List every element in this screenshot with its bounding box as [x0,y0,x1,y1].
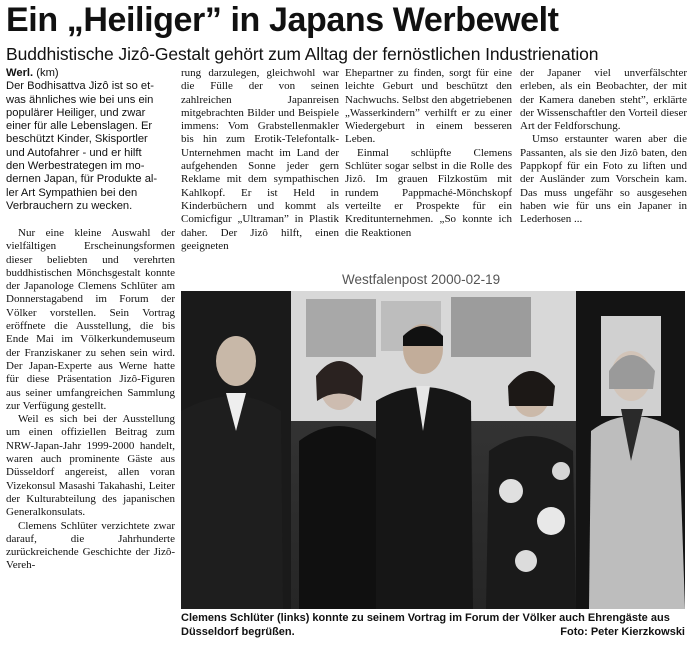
photo-credit: Foto: Peter Kierzkowski [560,625,685,638]
paragraph: Ehepartner zu finden, sorgt für eine leichte Geburt und beschützt den Nachwuchs. Selbst den abgetriebenen „Wasserkindern” verhilft er zu einer Wiedergeburt in einem besseren Leben. [345,67,512,146]
paragraph: Nur eine kleine Auswahl der vielfältigen Erscheinungsformen dieser beliebten und verehrten buddhistischen Mönchsgestalt konnte der Japanologe Clemens Schlüter am Donnerstagabend im Forum der Völker vorstellen. Sein Vortrag eröffnete die Ausstellung, die bis Ende Mai im Völkerkundemuseum der Franziskaner zu sehen sein wird. Der Japan-Experte aus Werne hatte für diese Präsentation Jizô-Figuren aus seiner umfangreichen Sammlung zur Verfügung gestellt. [6,227,175,412]
column-2 [181,67,339,269]
caption-text: Clemens Schlüter (links) konnte zu seinem Vortrag im Forum der Völker auch Ehrengäste aus Düsseldorf begrüßen. [181,612,670,638]
photo-caption [181,612,685,639]
lead-line: den Werbestrategen im mo- [6,160,145,173]
lead-line: einer für alle Lebenslagen. Er [6,120,153,133]
lead-line: und Autofahrer - und er hilft [6,146,142,159]
column-4 [520,67,687,269]
paragraph: der Japaner viel unverfälschter erleben, als ein Beobachter, der mit der Kamera daneben steht”, erklärte der Wissenschaftler den Vorteil dieser Art der Feldforschung. [520,67,687,133]
subheadline: Buddhistische Jizô-Gestalt gehört zum Alltag der fernöstlichen Industrienation [6,44,599,64]
lead-line: populärer Heiliger, und zwar [6,106,146,119]
lead-line: beschützt Kinder, Skisportler [6,133,148,146]
dateline: Werl. [6,67,34,79]
column-3 [345,67,512,269]
source-stamp: Westfalenpost 2000-02-19 [342,272,501,287]
paragraph: Einmal schlüpfte Clemens Schlüter sogar selbst in die Rolle des Jizô. Im grauen Filzkostüm mit rundem Pappmaché-Mönchskopf verteilte er Prospekte für ein Kreditunternehmen. „So konnte ich die Reaktionen [345,146,512,239]
lead-paragraph [6,67,176,219]
column-1 [6,227,175,642]
lead-line: ler Art Sympathien bei den [6,186,138,199]
lead-line: dernen Japan, für Produkte al- [6,173,158,186]
news-photo [181,291,685,609]
lead-line: Der Bodhisattva Jizô ist so et- [6,80,154,93]
lead-line: was ähnliches wie bei uns ein [6,93,154,106]
paragraph: Clemens Schlüter verzichtete zwar darauf, die Jahrhunderte zurückreichende Geschichte der Jizô-Vereh- [6,519,175,572]
lead-line: Verbrauchern zu wecken. [6,199,133,212]
paragraph: Umso erstaunter waren aber die Passanten, als sie den Jizô baten, den Pappkopf für ein Foto zu liften und der Ausländer zum Vorschein kam. Das muss ungefähr so ausgesehen haben wie für uns ein Japaner in Lederhosen ... [520,133,687,226]
paragraph: rung darzulegen, gleichwohl war die Fülle der von seinen zahlreichen Japanreisen mitgebrachten Bilder und Beispiele immens: Vom Grabstellenmakler bis hin zum Erotik-Telefontalk-Unternehmen macht im Land der aufgehenden Sonne jeder gern Reklame mit dem sympathischen Kahlkopf. Er ist Held in Kinderbüchern und kommt als Comicfigur „Ultraman” in Plastik daher. Der Jizô hilft, einen geeigneten [181,67,339,252]
author-tag: (km) [33,67,59,79]
headline: Ein „Heiliger” in Japans Werbewelt [6,1,559,39]
paragraph: Weil es sich bei der Ausstellung um einen offiziellen Beitrag zum NRW-Japan-Jahr 1999-2000 handelt, waren auch prominente Gäste aus Düsseldorf angereist, allen voran Vizekonsul Masashi Takahashi, Leiter der Kulturabteilung des japanischen Generalkonsulats. [6,413,175,519]
